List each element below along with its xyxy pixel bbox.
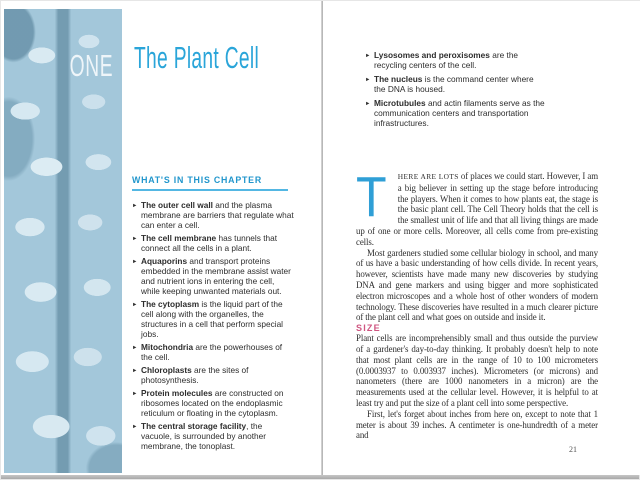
item-lead: Lysosomes and peroxisomes xyxy=(374,50,490,60)
section-heading-size: SIZE xyxy=(356,323,381,334)
bullet-arrow-icon: ► xyxy=(132,391,138,397)
item-text: and the plasma membrane are barriers that regulate what can enter a cell. xyxy=(141,200,294,230)
right-page xyxy=(323,1,640,475)
opening-small-caps: HERE ARE LOTS xyxy=(397,172,459,181)
item-text: and actin filaments serve as the communication centers and transportation infrastructures. xyxy=(374,98,545,128)
list-item xyxy=(132,233,294,253)
list-item xyxy=(132,421,294,451)
chapter-contents-list-continued xyxy=(365,50,545,128)
chapter-number: ONE xyxy=(69,48,113,83)
chapter-contents-sidebar xyxy=(132,175,294,451)
list-item xyxy=(132,365,294,385)
bullet-arrow-icon: ► xyxy=(132,345,138,351)
paragraph-text: of places we could start. However, I am a big believer in setting up the stage before introducing the players. When it comes to how plants eat, the stage is the basic plant cell. The Cell Theory holds that the cell is the smallest unit of life and that all living things are made up of one or more cells. Moreover, all cells come from pre-existing cells. xyxy=(356,171,598,247)
body-paragraph-2: Most gardeners studied some cellular biology in school, and many of us have a basic understanding of how cells divide. In recent years, however, scientists have made many new discoveries by studying DNA and gene markers and using bigger and more sophisticated electron microscopes and a whole host of other wonders of modern technology. These discoveries have resulted in a much clearer picture of the plant cell and what goes on outside and inside it. xyxy=(356,247,598,323)
bullet-arrow-icon: ► xyxy=(365,53,371,59)
body-text xyxy=(356,165,598,441)
bullet-arrow-icon: ► xyxy=(132,259,138,265)
bullet-arrow-icon: ► xyxy=(365,77,371,83)
item-lead: Microtubules xyxy=(374,98,426,108)
item-lead: Aquaporins xyxy=(141,256,188,266)
body-paragraph-4: First, let's forget about inches from here on, except to note that 1 meter is about 39 inches. A centimeter is one-hundredth of a meter and xyxy=(356,408,598,441)
item-lead: The central storage facility xyxy=(141,421,247,431)
left-page xyxy=(1,1,321,475)
drop-cap: T xyxy=(356,165,387,229)
list-item xyxy=(132,256,294,296)
list-item xyxy=(365,98,545,128)
heading-rule xyxy=(132,189,288,191)
bullet-arrow-icon: ► xyxy=(132,203,138,209)
body-paragraph-3: Plant cells are incomprehensibly small and thus outside the purview of a gardener's day-to-day thinking. It probably doesn't help to note that most plant cells are in the range of 10 to 100 micrometers (0.0003937 to 0.003937 inches). Micrometers (or microns) and nanometers (there are 1000 nanometers in a micron) are the measurements used at the cellular level. However, it is helpful to at least try and put the size of a plant cell into some perspective. xyxy=(356,333,598,408)
item-text: is the liquid part of the cell along with the organelles, the structures in a cell that perform special jobs. xyxy=(141,299,284,339)
item-text: are constructed on ribosomes located on the endoplasmic reticulum or floating in the cytoplasm. xyxy=(141,388,284,418)
bullet-arrow-icon: ► xyxy=(132,424,138,430)
bullet-arrow-icon: ► xyxy=(132,302,138,308)
list-item xyxy=(132,200,294,230)
list-item xyxy=(132,299,294,339)
chapter-title: The Plant Cell xyxy=(134,40,260,75)
item-lead: Protein molecules xyxy=(141,388,213,398)
list-item xyxy=(132,388,294,418)
item-text: and transport proteins embedded in the membrane assist water and nutrient ions in entering the cell, while keeping unwanted materials out. xyxy=(141,256,291,296)
page-number: 21 xyxy=(569,445,577,454)
page-edge-shadow xyxy=(1,475,639,479)
item-lead: The cytoplasm xyxy=(141,299,200,309)
item-lead: The nucleus xyxy=(374,74,423,84)
item-text: has tunnels that connect all the cells in a plant. xyxy=(141,233,278,253)
page-spine-divider xyxy=(321,1,323,475)
item-lead: Mitochondria xyxy=(141,342,194,352)
list-item xyxy=(365,50,545,70)
chapter-photo-lupine-flowers xyxy=(4,9,122,473)
list-item xyxy=(365,74,545,94)
item-lead: The cell membrane xyxy=(141,233,217,243)
item-text: are the powerhouses of the cell. xyxy=(141,342,283,362)
list-item xyxy=(132,342,294,362)
chapter-contents-list xyxy=(132,200,294,451)
item-lead: The outer cell wall xyxy=(141,200,213,210)
item-text: is the command center where the DNA is housed. xyxy=(374,74,534,94)
bullet-arrow-icon: ► xyxy=(132,236,138,242)
item-text: are the recycling centers of the cell. xyxy=(374,50,519,70)
bullet-arrow-icon: ► xyxy=(132,368,138,374)
body-paragraph-1 xyxy=(356,165,598,248)
item-lead: Chloroplasts xyxy=(141,365,192,375)
item-text: are the sites of photosynthesis. xyxy=(141,365,249,385)
bullet-arrow-icon: ► xyxy=(365,101,371,107)
chapter-contents-heading: WHAT'S IN THIS CHAPTER xyxy=(132,175,262,185)
item-text: , the vacuole, is surrounded by another membrane, the tonoplast. xyxy=(141,421,266,451)
